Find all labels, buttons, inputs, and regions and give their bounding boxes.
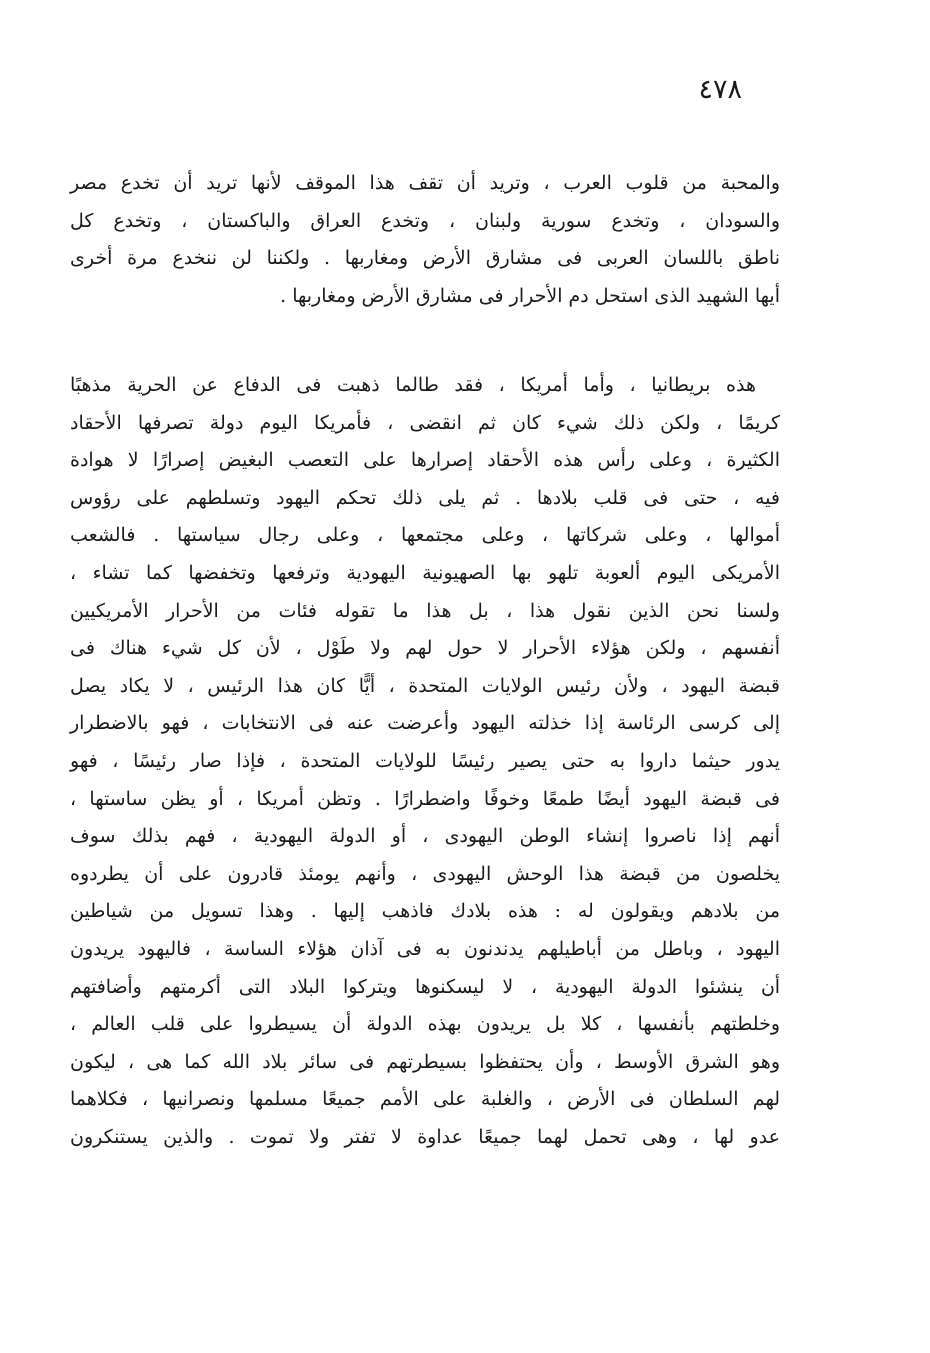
text-line: وهو الشرق الأوسط ، وأن يحتفظوا بسيطرتهم فى سائر بلاد الله كما هى ، ليكون — [70, 1050, 780, 1073]
paragraph-1 — [70, 165, 780, 315]
text-line: أنهم إذا ناصروا إنشاء الوطن اليهودى ، أو الدولة اليهودية ، فهم بذلك سوف — [70, 825, 780, 848]
text-line: والسودان ، وتخدع سورية ولبنان ، وتخدع العراق والباكستان ، وتخدع كل — [70, 209, 780, 232]
text-line: هذه بريطانيا ، وأما أمريكا ، فقد طالما ذهبت فى الدفاع عن الحرية مذهبًا — [70, 374, 756, 396]
text-line: فى قبضة اليهود أيضًا طمعًا وخوفًا واضطرارًا . وتظن أمريكا ، أو يظن ساستها ، — [70, 787, 780, 810]
text-line: قبضة اليهود ، ولأن رئيس الولايات المتحدة ، أيًّا كان هذا الرئيس ، لا يكاد يصل — [70, 674, 780, 697]
text-line: عدو لها ، وهى تحمل لهما جميعًا عداوة لا تفتر ولا تموت . والذين يستنكرون — [70, 1125, 780, 1148]
text-line: لهم السلطان فى الأرض ، والغلبة على الأمم جميعًا مسلمها ونصرانيها ، فكلاهما — [70, 1088, 780, 1111]
text-line: اليهود ، وباطل من أباطيلهم يدندنون به فى آذان هؤلاء الساسة ، فاليهود يريدون — [70, 937, 780, 960]
text-line: أنفسهم ، ولكن هؤلاء الأحرار لا حول لهم ولا طَوْل ، لأن كل شيء هناك فى — [70, 637, 780, 660]
text-line: ولسنا نحن الذين نقول هذا ، بل هذا ما تقوله فئات من الأحرار الأمريكيين — [70, 599, 780, 622]
paragraph-2 — [70, 367, 780, 1156]
text-line: ناطق باللسان العربى فى مشارق الأرض ومغاربها . ولكننا لن ننخدع مرة أخرى — [70, 247, 780, 270]
text-line: يدور حيثما داروا به حتى يصير رئيسًا للولايات المتحدة ، فإذا صار رئيسًا ، فهو — [70, 749, 780, 772]
text-line: وخلطتهم بأنفسها ، كلا بل يريدون بهذه الدولة أن يسيطروا على قلب العالم ، — [70, 1013, 780, 1036]
text-line: من بلادهم ويقولون له : هذه بلادك فاذهب إليها . وهذا تسويل من شياطين — [70, 900, 780, 923]
text-line: أيها الشهيد الذى استحل دم الأحرار فى مشارق الأرض ومغاربها . — [280, 284, 780, 307]
text-line: الأمريكى اليوم ألعوبة تلهو بها الصهيونية اليهودية وترفعها وتخفضها كما تشاء ، — [70, 561, 780, 584]
text-line: أموالها ، وعلى شركاتها ، وعلى مجتمعها ، وعلى رجال سياستها . فالشعب — [70, 524, 780, 547]
text-line: فيه ، حتى فى قلب بلادها . ثم يلى ذلك تحكم اليهود وتسلطهم على رؤوس — [70, 486, 780, 509]
page-number: ٤٧٨ — [698, 74, 742, 105]
text-line: كريمًا ، ولكن ذلك شيء كان ثم انقضى ، فأمريكا اليوم دولة تصرفها الأحقاد — [70, 411, 780, 434]
text-line: إلى كرسى الرئاسة إذا خذلته اليهود وأعرضت عنه فى الانتخابات ، فهو بالاضطرار — [70, 712, 780, 735]
text-line: يخلصون من قبضة هذا الوحش اليهودى ، وأنهم يومئذ قادرون على أن يطردوه — [70, 862, 780, 885]
text-line: والمحبة من قلوب العرب ، وتريد أن تقف هذا الموقف لأنها تريد أن تخدع مصر — [70, 172, 780, 194]
text-line: أن ينشئوا الدولة اليهودية ، لا ليسكنوها ويتركوا البلاد التى أكرمتهم وأضافتهم — [70, 976, 780, 998]
text-line: الكثيرة ، وعلى رأس هذه الأحقاد إصرارها على التعصب البغيض إصرارًا لا هوادة — [70, 449, 780, 472]
